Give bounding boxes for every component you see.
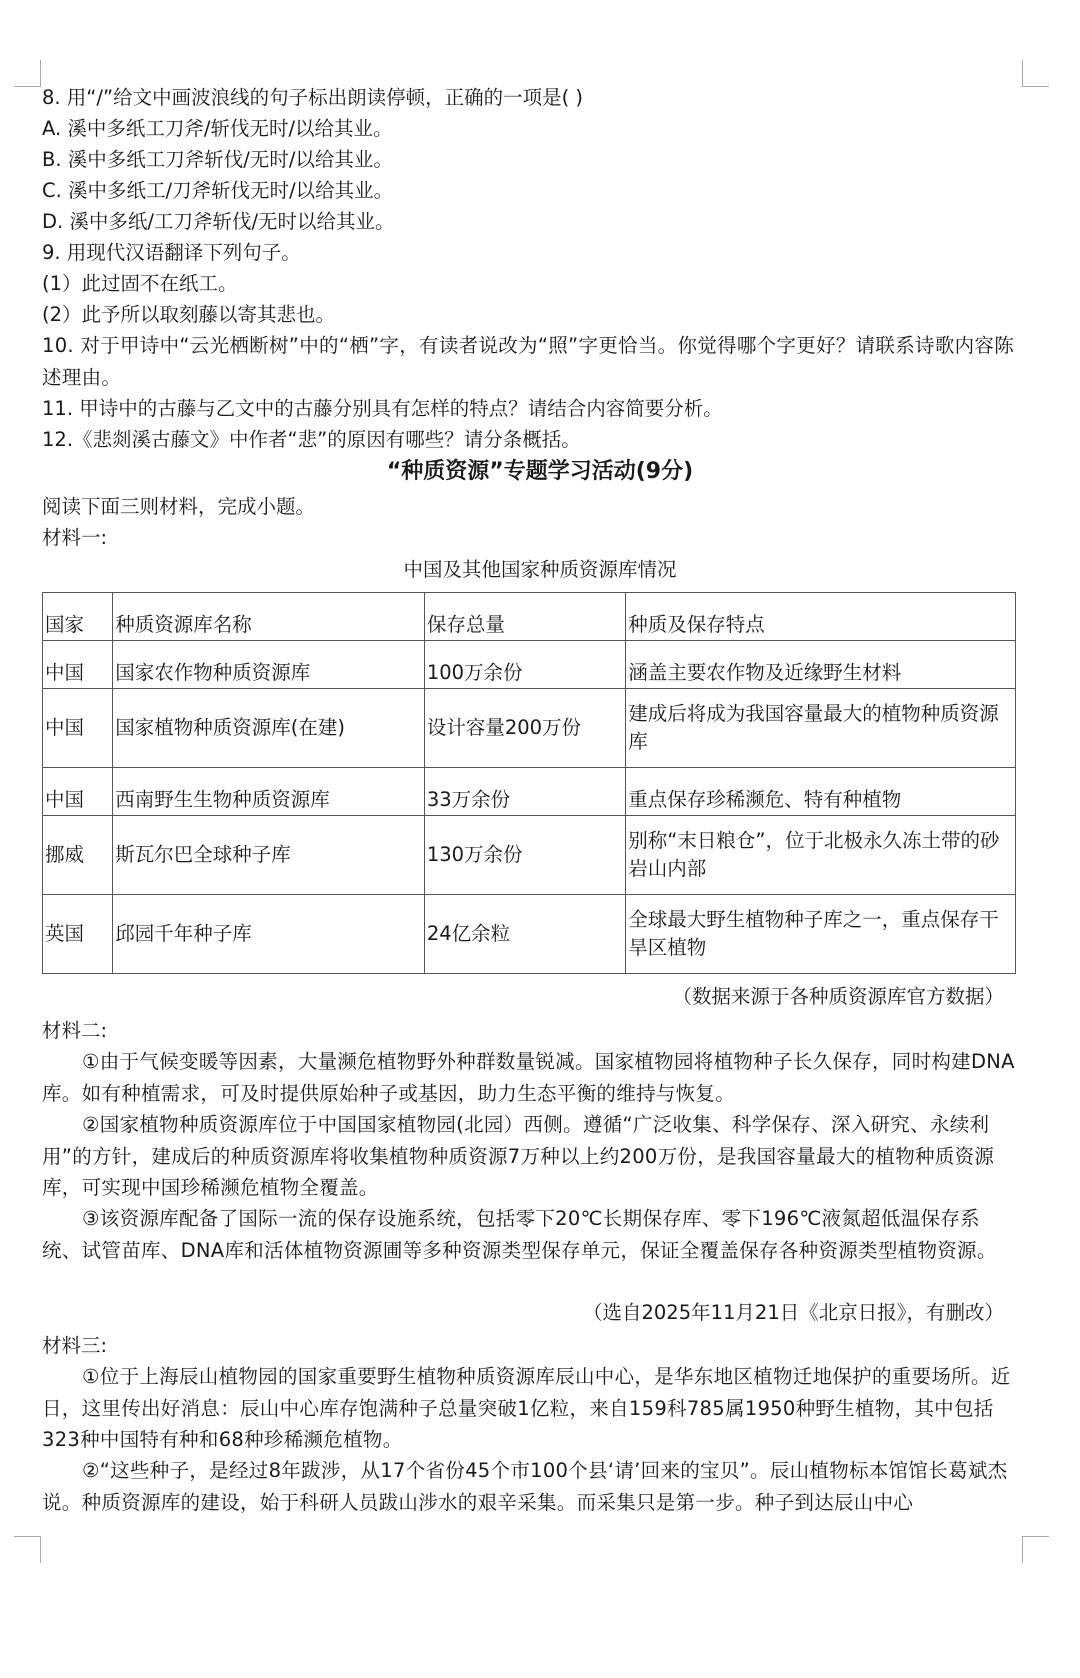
table-cell: 建成后将成为我国容量最大的植物种质资源库 xyxy=(626,689,1016,768)
table-cell: 斯瓦尔巴全球种子库 xyxy=(113,816,425,895)
table-cell: 国家植物种质资源库(在建) xyxy=(113,689,425,768)
material-3-label: 材料三: xyxy=(42,1334,108,1357)
table-cell: 邱园千年种子库 xyxy=(113,895,425,974)
question-9-item-2: (2）此予所以取刻藤以寄其悲也。 xyxy=(42,303,336,326)
material-2-paragraph-3: ③该资源库配备了国际一流的保存设施系统，包括零下20℃长期保存库、零下196℃液氮超低温保存系统、试管苗库、DNA库和活体植物资源圃等多种资源类型保存单元，保证全覆盖保存各种资源类型植物资源。 xyxy=(42,1207,997,1262)
table-cell: 别称“末日粮仓”，位于北极永久冻土带的砂岩山内部 xyxy=(626,816,1016,895)
section-intro: 阅读下面三则材料，完成小题。 xyxy=(42,495,316,518)
material-2-source-note: （选自2025年11月21日《北京日报》，有删改） xyxy=(582,1301,1004,1324)
crop-mark-top-left xyxy=(14,60,41,87)
material-1-label: 材料一: xyxy=(42,526,108,549)
resource-table xyxy=(42,592,1016,974)
table-cell: 24亿余粒 xyxy=(424,895,625,974)
section-title: “种质资源”专题学习活动(9分) xyxy=(386,459,694,484)
material-2-label: 材料二: xyxy=(42,1019,108,1042)
table-cell: 设计容量200万份 xyxy=(424,689,625,768)
material-3-paragraph-2: ②“这些种子，是经过8年跋涉，从17个省份45个市100个县‘请’回来的宝贝”。辰山植物标本馆馆长葛斌杰说。种质资源库的建设，始于科研人员跋山涉水的艰辛采集。而采集只是第一步。种子到达辰山中心 xyxy=(42,1459,1008,1514)
table-header-features: 种质及保存特点 xyxy=(626,593,1016,641)
table-cell: 130万余份 xyxy=(424,816,625,895)
table-cell: 100万余份 xyxy=(424,641,625,689)
table-caption: 中国及其他国家种质资源库情况 xyxy=(403,558,677,581)
table-cell: 33万余份 xyxy=(424,768,625,816)
question-9-item-1: (1）此过固不在纸工。 xyxy=(42,272,238,295)
table-row xyxy=(43,816,1016,895)
table-cell: 中国 xyxy=(43,689,113,768)
material-3-paragraph-1: ①位于上海辰山植物园的国家重要野生植物种质资源库辰山中心，是华东地区植物迁地保护的重要场所。近日，这里传出好消息：辰山中心库存饱满种子总量突破1亿粒，来自159科785属1950种野生植物，其中包括323种中国特有种和68种珍稀濒危植物。 xyxy=(42,1365,1011,1451)
question-8-option-a: A. 溪中多纸工刀斧/斩伐无时/以给其业。 xyxy=(42,117,393,140)
table-cell: 挪威 xyxy=(43,816,113,895)
question-10: 10. 对于甲诗中“云光栖断树”中的“栖”字，有读者说改为“照”字更恰当。你觉得哪个字更好？请联系诗歌内容陈述理由。 xyxy=(42,334,1015,389)
crop-mark-bottom-left xyxy=(14,1536,41,1563)
table-row xyxy=(43,768,1016,816)
table-row xyxy=(43,641,1016,689)
table-header-bank-name: 种质资源库名称 xyxy=(113,593,425,641)
question-8-option-b: B. 溪中多纸工刀斧斩伐/无时/以给其业。 xyxy=(42,148,393,171)
table-cell: 涵盖主要农作物及近缘野生材料 xyxy=(626,641,1016,689)
table-header-row xyxy=(43,593,1016,641)
table-header-country: 国家 xyxy=(43,593,113,641)
question-8-option-c: C. 溪中多纸工/刀斧斩伐无时/以给其业。 xyxy=(42,179,394,202)
table-cell: 全球最大野生植物种子库之一，重点保存干旱区植物 xyxy=(626,895,1016,974)
material-2-paragraph-1: ①由于气候变暖等因素，大量濒危植物野外种群数量锐减。国家植物园将植物种子长久保存，同时构建DNA库。如有种植需求，可及时提供原始种子或基因，助力生态平衡的维持与恢复。 xyxy=(42,1050,1015,1105)
table-cell: 中国 xyxy=(43,768,113,816)
table-cell: 中国 xyxy=(43,641,113,689)
table-header-total: 保存总量 xyxy=(424,593,625,641)
question-9: 9. 用现代汉语翻译下列句子。 xyxy=(42,241,301,264)
material-2-paragraph-2: ②国家植物种质资源库位于中国国家植物园(北园）西侧。遵循“广泛收集、科学保存、深入研究、永续利用”的方针，建成后的种质资源库将收集植物种质资源7万种以上约200万份，是我国容量最大的植物种质资源库，可实现中国珍稀濒危植物全覆盖。 xyxy=(42,1113,995,1199)
crop-mark-bottom-right xyxy=(1022,1536,1049,1563)
table-cell: 英国 xyxy=(43,895,113,974)
question-11: 11. 甲诗中的古藤与乙文中的古藤分别具有怎样的特点？请结合内容简要分析。 xyxy=(42,397,723,420)
question-12: 12.《悲剡溪古藤文》中作者“悲”的原因有哪些？请分条概括。 xyxy=(42,428,581,451)
question-8: 8. 用“/”给文中画波浪线的句子标出朗读停顿，正确的一项是( ) xyxy=(42,86,583,109)
table-cell: 西南野生生物种质资源库 xyxy=(113,768,425,816)
table-source-note: （数据来源于各种质资源库官方数据） xyxy=(672,985,1004,1008)
table-cell: 国家农作物种质资源库 xyxy=(113,641,425,689)
table-cell: 重点保存珍稀濒危、特有种植物 xyxy=(626,768,1016,816)
table-row xyxy=(43,895,1016,974)
table-row xyxy=(43,689,1016,768)
question-8-option-d: D. 溪中多纸/工刀斧斩伐/无时以给其业。 xyxy=(42,210,395,233)
